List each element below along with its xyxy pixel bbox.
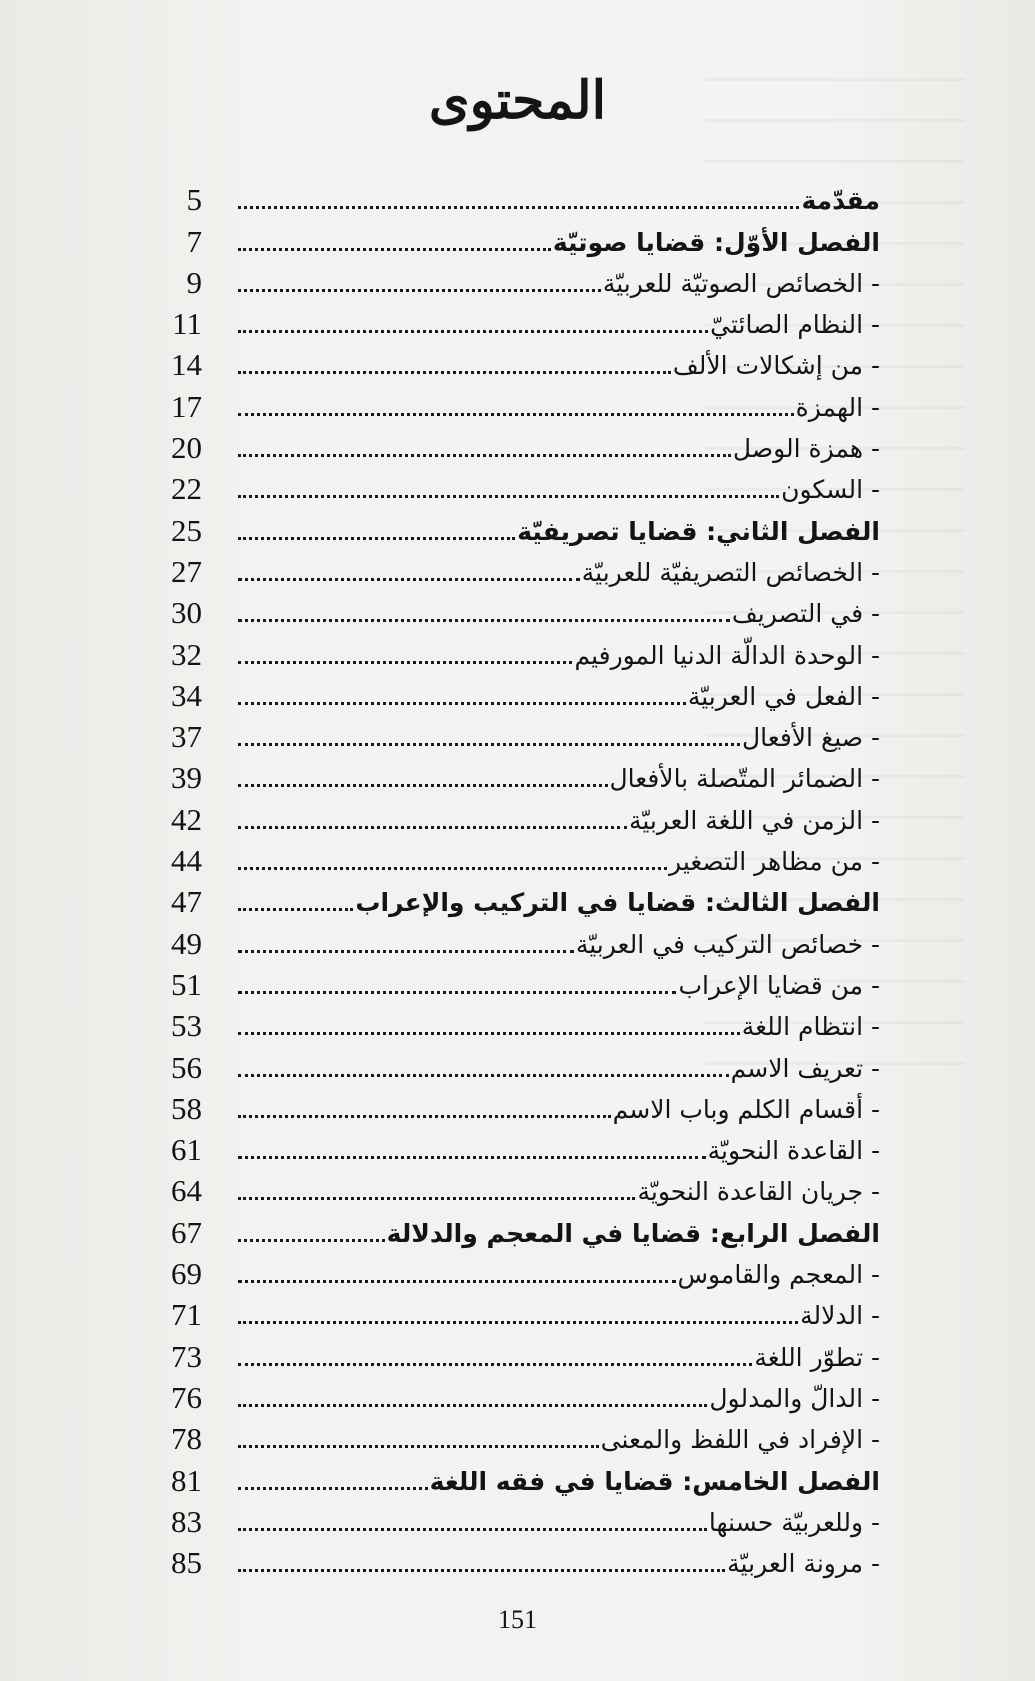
- toc-row: [140, 342, 880, 383]
- toc-section-title: - الخصائص التصريفيّة للعربيّة: [581, 557, 880, 587]
- dot-leader: [238, 1115, 611, 1118]
- toc-page-number: 7: [186, 223, 202, 259]
- toc-section-title: - من قضايا الإعراب: [678, 970, 880, 1000]
- toc-section-title: - صيغ الأفعال: [742, 723, 880, 753]
- toc-section-title: - الفعل في العربيّة: [687, 681, 880, 711]
- dot-leader: [238, 743, 740, 746]
- toc-section-title: - الهمزة: [795, 392, 880, 422]
- toc-row: [140, 1251, 880, 1292]
- dot-leader: [238, 371, 671, 374]
- toc-row: [140, 1499, 880, 1540]
- toc-page-number: 49: [171, 925, 202, 961]
- dot-leader: [238, 1404, 707, 1407]
- toc-row: [140, 673, 880, 714]
- dot-leader: [238, 950, 574, 953]
- toc-section-title: - أقسام الكلم وباب الاسم: [612, 1094, 880, 1124]
- toc-section-title: - مرونة العربيّة: [727, 1549, 880, 1579]
- toc-page-number: 17: [171, 388, 202, 424]
- toc-row: [140, 1375, 880, 1416]
- toc-row: [140, 590, 880, 631]
- dot-leader: [238, 1239, 385, 1242]
- toc-section-title: - وللعربيّة حسنها: [708, 1507, 880, 1537]
- toc-page-number: 22: [171, 471, 202, 507]
- toc-section-title: - الدلالة: [800, 1301, 880, 1331]
- dot-leader: [238, 867, 667, 870]
- toc-row: [140, 549, 880, 590]
- toc-row: [140, 1168, 880, 1209]
- dot-leader: [238, 1280, 676, 1283]
- toc-page-number: 32: [171, 636, 202, 672]
- toc-row: [140, 962, 880, 1003]
- toc-row: [140, 631, 880, 672]
- toc-chapter-row: [140, 1209, 880, 1250]
- toc-row: [140, 1044, 880, 1085]
- toc-row: [140, 466, 880, 507]
- toc-page-number: 9: [186, 264, 202, 300]
- toc-page-number: 44: [171, 843, 202, 879]
- toc-section-title: - النظام الصائتيّ: [710, 310, 880, 340]
- toc-section-title: - الدالّ والمدلول: [709, 1383, 880, 1413]
- dot-leader: [238, 495, 779, 498]
- dot-leader: [238, 248, 551, 251]
- toc-row: [140, 714, 880, 755]
- toc-chapter-title: الفصل الخامس: قضايا في فقه اللغة: [429, 1466, 880, 1496]
- dot-leader: [238, 1487, 428, 1490]
- toc-row: [140, 1292, 880, 1333]
- page-title: المحتوى: [428, 70, 607, 131]
- dot-leader: [238, 289, 601, 292]
- toc-page-number: 30: [171, 595, 202, 631]
- toc-section-title: - همزة الوصل: [732, 434, 880, 464]
- toc-section-title: - الخصائص الصوتيّة للعربيّة: [602, 268, 880, 298]
- dot-leader: [238, 908, 353, 911]
- toc-page-number: 71: [171, 1297, 202, 1333]
- dot-leader: [238, 1445, 599, 1448]
- toc-row: [140, 301, 880, 342]
- toc-page-number: 14: [171, 347, 202, 383]
- dot-leader: [238, 784, 608, 787]
- toc-page-number: 51: [171, 966, 202, 1002]
- table-of-contents: [140, 177, 880, 1581]
- dot-leader: [238, 661, 572, 664]
- dot-leader: [238, 454, 731, 457]
- dot-leader: [238, 1156, 706, 1159]
- toc-row: [140, 1333, 880, 1374]
- dot-leader: [238, 578, 580, 581]
- page-number: 151: [498, 1605, 537, 1634]
- toc-page-number: 73: [171, 1338, 202, 1374]
- toc-section-title: - الوحدة الدالّة الدنيا المورفيم: [574, 640, 880, 670]
- dot-leader: [238, 1569, 725, 1572]
- toc-page-number: 76: [171, 1379, 202, 1415]
- toc-row: [140, 920, 880, 961]
- toc-section-title: - الزمن في اللغة العربيّة: [628, 805, 880, 835]
- toc-section-title: - جريان القاعدة النحويّة: [637, 1177, 880, 1207]
- dot-leader: [238, 1528, 707, 1531]
- toc-chapter-title: الفصل الثالث: قضايا في التركيب والإعراب: [355, 888, 880, 918]
- toc-chapter-row: [140, 879, 880, 920]
- dot-leader: [238, 1197, 635, 1200]
- toc-section-title: - الإفراد في اللفظ والمعنى: [600, 1425, 880, 1455]
- toc-section-title: - من إشكالات الألف: [672, 351, 880, 381]
- toc-section-title: - الضمائر المتّصلة بالأفعال: [609, 764, 880, 794]
- toc-page-number: 37: [171, 719, 202, 755]
- toc-row: [140, 1003, 880, 1044]
- toc-page-number: 58: [171, 1090, 202, 1126]
- toc-chapter-title: الفصل الثاني: قضايا تصريفيّة: [517, 516, 880, 546]
- toc-chapter-title: الفصل الرابع: قضايا في المعجم والدلالة: [386, 1218, 880, 1248]
- toc-row: [140, 796, 880, 837]
- dot-leader: [238, 991, 676, 994]
- toc-row: [140, 755, 880, 796]
- dot-leader: [238, 537, 515, 540]
- toc-section-title: - في التصريف: [731, 599, 880, 629]
- toc-row: [140, 260, 880, 301]
- dot-leader: [238, 1074, 729, 1077]
- toc-chapter-title: الفصل الأوّل: قضايا صوتيّة: [552, 227, 880, 257]
- toc-section-title: - السكون: [781, 475, 880, 505]
- toc-row: [140, 1086, 880, 1127]
- toc-page-number: 5: [186, 182, 202, 218]
- dot-leader: [238, 619, 730, 622]
- toc-section-title: - القاعدة النحويّة: [707, 1136, 880, 1166]
- toc-row: [140, 1416, 880, 1457]
- toc-page-number: 56: [171, 1049, 202, 1085]
- toc-row: [140, 1127, 880, 1168]
- toc-chapter-row: [140, 218, 880, 259]
- dot-leader: [238, 413, 794, 416]
- toc-chapter-row: [140, 507, 880, 548]
- toc-section-title: - خصائص التركيب في العربيّة: [575, 929, 880, 959]
- toc-page-number: 53: [171, 1008, 202, 1044]
- toc-page-number: 27: [171, 553, 202, 589]
- toc-row: [140, 425, 880, 466]
- toc-chapter-title: مقدّمة: [801, 186, 880, 216]
- toc-section-title: - من مظاهر التصغير: [669, 847, 880, 877]
- toc-section-title: - تعريف الاسم: [730, 1053, 880, 1083]
- toc-page-number: 47: [171, 884, 202, 920]
- toc-page-number: 67: [171, 1214, 202, 1250]
- toc-chapter-row: [140, 177, 880, 218]
- toc-page-number: 61: [171, 1132, 202, 1168]
- toc-row: [140, 838, 880, 879]
- dot-leader: [238, 702, 686, 705]
- dot-leader: [238, 826, 627, 829]
- toc-page-number: 69: [171, 1256, 202, 1292]
- toc-page-number: 20: [171, 430, 202, 466]
- toc-section-title: - انتظام اللغة: [741, 1012, 880, 1042]
- toc-row: [140, 1540, 880, 1581]
- toc-page-number: 83: [171, 1503, 202, 1539]
- toc-section-title: - المعجم والقاموس: [677, 1260, 880, 1290]
- toc-section-title: - تطوّر اللغة: [754, 1342, 880, 1372]
- toc-page-number: 39: [171, 760, 202, 796]
- dot-leader: [238, 1363, 752, 1366]
- toc-page-number: 81: [171, 1462, 202, 1498]
- toc-page-number: 42: [171, 801, 202, 837]
- toc-chapter-row: [140, 1457, 880, 1498]
- toc-page-number: 25: [171, 512, 202, 548]
- toc-page-number: 78: [171, 1421, 202, 1457]
- dot-leader: [238, 330, 708, 333]
- toc-page-number: 11: [172, 306, 202, 342]
- dot-leader: [238, 1321, 798, 1324]
- toc-page-number: 34: [171, 677, 202, 713]
- toc-row: [140, 383, 880, 424]
- dot-leader: [238, 206, 799, 209]
- dot-leader: [238, 1032, 740, 1035]
- toc-page-number: 64: [171, 1173, 202, 1209]
- toc-page-number: 85: [171, 1545, 202, 1581]
